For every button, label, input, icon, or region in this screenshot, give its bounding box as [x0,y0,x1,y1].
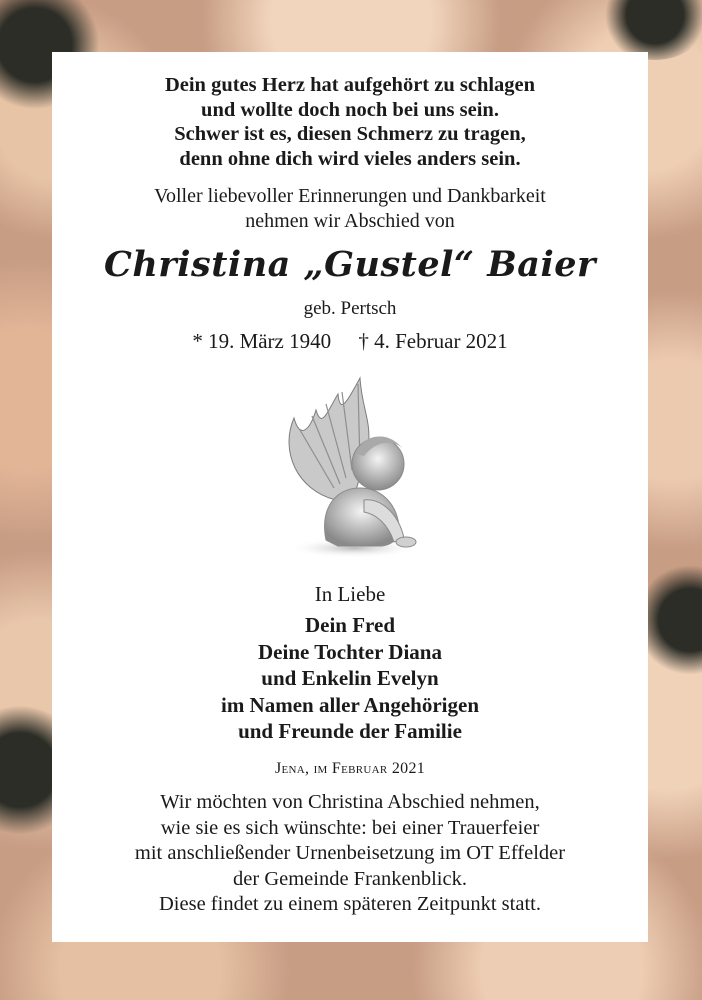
death-date: † 4. Februar 2021 [358,329,508,353]
notice-line: mit anschließender Urnenbeisetzung im OT Effelder [134,842,566,864]
birth-date: * 19. März 1940 [192,329,332,353]
mourner-line: und Enkelin Evelyn [261,666,439,690]
verse-line: denn ohne dich wird vieles anders sein. [179,147,521,170]
notice-line: Wir möchten von Christina Abschied nehmen, [160,791,540,813]
mourners-heading: In Liebe [314,582,386,606]
verse-line: Schwer ist es, diesen Schmerz zu tragen, [174,123,526,145]
notice-line: Diese findet zu einem späteren Zeitpunkt statt. [159,893,541,915]
maiden-name: geb. Pertsch [303,298,397,319]
mourner-line: Dein Fred [304,613,396,637]
mourner-line: im Namen aller Angehörigen [220,692,479,717]
deceased-name: Christina „Gustel“ Baier [103,244,596,285]
verse-line: Dein gutes Herz hat aufgehört zu schlagen [164,74,536,96]
mourner-line: und Freunde der Familie [238,719,462,743]
intro-text [52,184,648,233]
memorial-verse [52,73,648,171]
mourner-line: Deine Tochter Diana [258,639,442,664]
life-dates [52,329,648,354]
notice-line: der Gemeinde Frankenblick. [233,867,467,890]
intro-line: Voller liebevoller Erinnerungen und Dankbarkeit [154,185,546,207]
sleeping-cherub-icon [276,370,422,560]
mourners-list [52,612,648,745]
place-and-date: Jena, im Februar 2021 [274,760,426,777]
verse-line: und wollte doch noch bei uns sein. [201,98,499,121]
obituary-card [52,52,648,942]
notice-line: wie sie es sich wünschte: bei einer Trauerfeier [160,816,540,839]
funeral-notice [52,790,648,918]
intro-line: nehmen wir Abschied von [245,209,455,232]
